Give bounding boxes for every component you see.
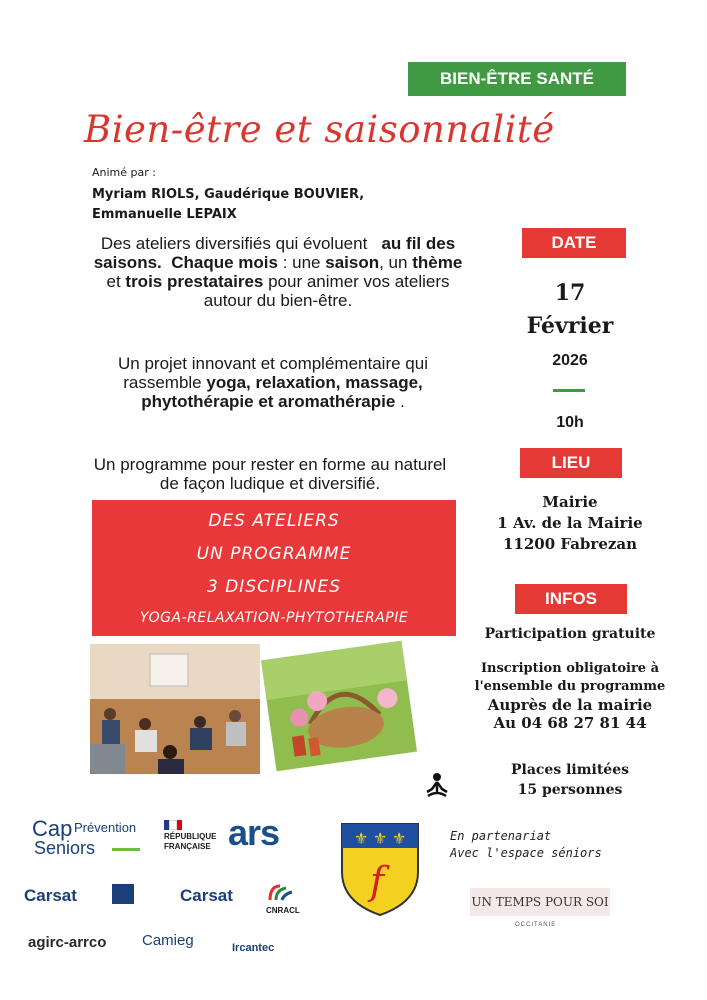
svg-text:⚜: ⚜: [392, 829, 407, 848]
date-month: Février: [526, 313, 614, 339]
p1-c: Chaque mois: [171, 253, 278, 272]
ars-logo: ars: [228, 812, 280, 853]
date-label: DATE: [522, 228, 626, 258]
inscription-line-1: Inscription obligatoire à: [480, 661, 660, 676]
project-paragraph: [88, 354, 458, 411]
herbal-basket-photo: [261, 641, 417, 772]
seniors-text: Seniors: [34, 838, 96, 858]
redbox-line-1: DES ATELIERS: [208, 510, 340, 531]
svg-text:⚜: ⚜: [354, 829, 369, 848]
places-info: [470, 760, 670, 800]
republique-line-2: FRANÇAISE: [164, 842, 211, 851]
hosts-names: [92, 185, 412, 225]
location-label: LIEU: [520, 448, 622, 478]
inscription-line-2: l'ensemble du programme: [474, 679, 666, 694]
hosts-label: Animé par :: [92, 166, 156, 179]
p1-f: , un: [379, 253, 408, 272]
redbox-line-2: UN PROGRAMME: [196, 543, 352, 564]
category-banner: BIEN-ÊTRE SANTÉ: [408, 62, 626, 96]
p1-j: pour animer vos ateliers autour du bien-être.: [203, 272, 450, 310]
date-time: 10h: [556, 414, 584, 431]
phone-number: Au 04 68 27 81 44: [493, 714, 647, 732]
redbox-line-3: 3 DISCIPLINES: [207, 576, 341, 597]
carsat-logo-2: Carsat: [180, 886, 233, 905]
svg-text:⚜: ⚜: [373, 829, 388, 848]
yoga-class-photo: [90, 644, 260, 774]
p1-i: trois prestataires: [125, 272, 264, 291]
p2-b: yoga, relaxation, massage, phytothérapie et aromathérapie: [141, 373, 423, 411]
un-temps-pour-soi-logo: UN TEMPS POUR SOI: [470, 888, 610, 916]
date-year: 2026: [552, 352, 588, 369]
agirc-arrco-logo: agirc-arrco: [28, 934, 107, 951]
address-line-3: 11200 Fabrezan: [502, 535, 638, 553]
cnracl-logo: [266, 882, 300, 915]
date-day: 17: [554, 280, 586, 306]
occitanie-text: OCCITANIE: [515, 922, 557, 928]
registration-info: [470, 660, 670, 732]
address-line-2: 1 Av. de la Mairie: [497, 514, 643, 532]
partner-line-2: Avec l'espace séniors: [450, 846, 602, 860]
redbox-line-4: YOGA-RELAXATION-PHYTOTHERAPIE: [139, 609, 409, 626]
fabrezan-coat-of-arms: [340, 822, 420, 921]
p1-b: au fil des saisons.: [93, 234, 456, 272]
partner-line-1: En partenariat: [450, 829, 552, 843]
prevention-text: Prévention: [74, 820, 137, 835]
address: [480, 492, 660, 555]
infos-label: INFOS: [515, 584, 627, 614]
hosts-line-1: Myriam RIOLS, Gaudérique BOUVIER,: [92, 187, 365, 202]
participation-text: Participation gratuite: [484, 626, 656, 642]
places-line-1: Places limitées: [510, 762, 630, 778]
cap-swoosh: [112, 848, 140, 851]
date-divider: [553, 389, 585, 392]
places-line-2: 15 personnes: [517, 782, 623, 798]
camieg-logo: Camieg: [142, 932, 194, 949]
carsat-logo-1: Carsat: [24, 886, 77, 905]
p1-d: : une: [282, 253, 321, 272]
msa-logo: [112, 884, 134, 904]
svg-text:f: f: [370, 859, 385, 903]
p2-a: Un projet innovant et complémentaire qui rassemble: [118, 354, 428, 392]
aupres-line-1: Auprès de la mairie: [487, 696, 653, 714]
hosts-line-2: Emmanuelle LEPAIX: [92, 207, 237, 222]
intro-paragraph: [88, 234, 468, 310]
p1-g: thème: [412, 253, 463, 272]
partnership-text: [450, 828, 602, 862]
meditation-icon: [424, 772, 450, 804]
p1-h: et: [106, 272, 121, 291]
program-highlight-box: [92, 500, 456, 636]
page-title: Bien-être et saisonnalité: [84, 108, 555, 151]
ircantec-logo: Ircantec: [232, 942, 275, 954]
republique-francaise-logo: [164, 820, 216, 852]
p2-c: .: [400, 392, 405, 411]
cap-prevention-seniors-logo: [32, 816, 142, 862]
cnracl-text: CNRACL: [266, 906, 300, 915]
address-line-1: Mairie: [542, 493, 598, 511]
program-paragraph: Un programme pour rester en forme au naturel de façon ludique et diversifié.: [93, 455, 447, 493]
french-flag-icon: [164, 820, 182, 830]
p1-e: saison: [325, 253, 380, 272]
p1-a: Des ateliers diversifiés qui évoluent: [100, 234, 368, 253]
republique-line-1: RÉPUBLIQUE: [164, 832, 217, 841]
cap-text: Cap: [32, 816, 73, 841]
